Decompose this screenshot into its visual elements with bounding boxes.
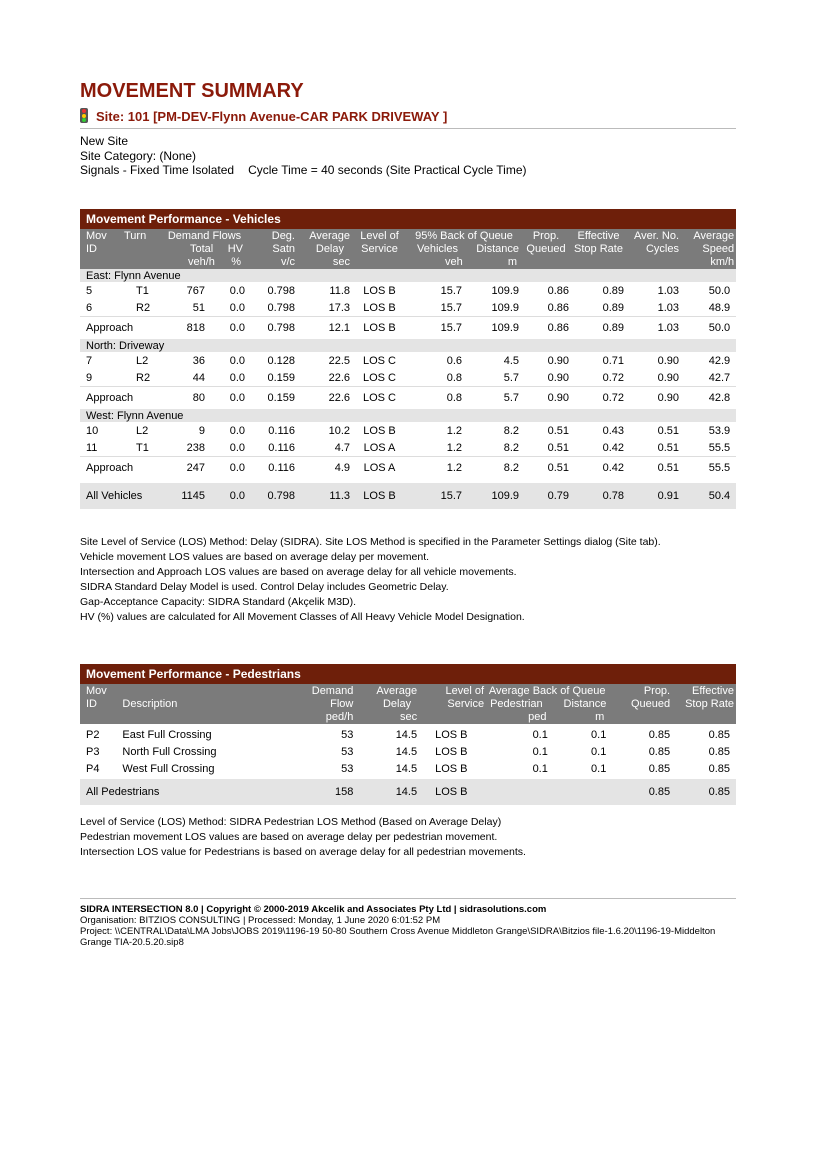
table-cell: LOS B [352, 483, 407, 509]
table-cell: LOS B [363, 424, 396, 437]
vehicles-table [80, 209, 736, 509]
note-line: HV (%) values are calculated for All Movement Classes of All Heavy Vehicle Model Designation. [80, 611, 525, 623]
pedestrians-table-header: Mov ID Description Demand Flow ped/h Average Delay sec Level of Service Average Back of Queue Pedestrian Distance ped m Prop. Queued Effective Stop Rate [80, 684, 736, 724]
table-cell: 0.798 [247, 483, 297, 509]
table-cell: 1145 [162, 483, 207, 509]
table-cell: 0.798 [267, 284, 295, 297]
approach-row [80, 317, 736, 340]
footer-project: Project: \\CENTRAL\Data\LMA Jobs\JOBS 2019\1196-19 50-80 Southern Cross Avenue Middleton Grange\SIDRA\Bitzios file-1.6.20\1196-19-Middelton Grange TIA-20.5.20.sip8 [80, 926, 716, 948]
table-row [80, 422, 736, 439]
table-cell: 0.91 [626, 483, 681, 509]
table-cell: 0.0 [229, 441, 245, 454]
table-cell: Approach [80, 457, 162, 480]
approach-row [80, 387, 736, 410]
site-info-line: New Site [80, 134, 129, 148]
table-cell: 44 [192, 371, 205, 384]
table-cell: 10.2 [328, 424, 350, 437]
all-pedestrians-row [80, 779, 736, 805]
table-cell: 0.6 [446, 354, 462, 367]
table-cell: 14.5 [395, 728, 418, 741]
table-cell: 0.42 [571, 457, 626, 480]
table-cell: 0.86 [521, 317, 571, 340]
table-cell: 55.5 [681, 457, 736, 480]
table-cell: 0.51 [657, 424, 679, 437]
table-cell: 0.79 [521, 483, 571, 509]
table-cell: LOS B [363, 284, 396, 297]
table-cell: 0.89 [571, 317, 626, 340]
pedestrians-table [80, 664, 736, 805]
table-cell: 0.90 [521, 387, 571, 410]
traffic-light-icon [80, 108, 88, 123]
table-cell: 0.51 [547, 424, 569, 437]
footer [80, 898, 736, 948]
table-cell: 0.0 [229, 371, 245, 384]
table-cell: 0.72 [602, 371, 624, 384]
table-cell: 247 [162, 457, 207, 480]
table-cell: 109.9 [491, 284, 519, 297]
table-cell: LOS A [363, 441, 396, 454]
footer-copyright: SIDRA INTERSECTION 8.0 | Copyright © 2000-2019 Akcelik and Associates Pty Ltd | sidrasolutions.com [80, 904, 547, 915]
site-title [80, 108, 736, 129]
table-cell: East Full Crossing [122, 728, 212, 741]
table-cell: 5.7 [464, 387, 521, 410]
table-cell: 15.7 [440, 301, 462, 314]
site-info-line: Site Category: (None) [80, 148, 197, 163]
table-cell: LOS B [363, 301, 396, 314]
table-cell: 14.5 [395, 762, 418, 775]
table-row [80, 743, 736, 760]
table-cell: L2 [136, 424, 149, 437]
table-cell: 0.0 [207, 457, 247, 480]
table-cell: 0.8 [407, 387, 464, 410]
table-cell: 9 [86, 371, 93, 384]
table-cell: 238 [186, 441, 205, 454]
table-cell: 14.5 [355, 779, 419, 805]
note-line: Level of Service (LOS) Method: SIDRA Pedestrian LOS Method (Based on Average Delay) [80, 816, 502, 828]
table-cell: 0.42 [602, 441, 624, 454]
table-cell: 4.9 [297, 457, 352, 480]
table-cell: 15.7 [407, 317, 464, 340]
table-row [80, 299, 736, 317]
table-cell: 48.9 [708, 301, 731, 314]
table-cell: 0.798 [247, 317, 297, 340]
table-cell: 0.0 [229, 301, 245, 314]
table-cell: 22.6 [328, 371, 350, 384]
table-cell: 4.5 [503, 354, 519, 367]
table-cell: 1.2 [446, 424, 462, 437]
table-cell: Approach [80, 317, 162, 340]
table-cell: 15.7 [440, 284, 462, 297]
table-cell: 53.9 [708, 424, 731, 437]
table-cell: 15.7 [407, 483, 464, 509]
table-cell: 0.0 [229, 284, 245, 297]
table-cell: All Vehicles [80, 483, 162, 509]
table-cell: 0.116 [268, 424, 295, 437]
table-row [80, 282, 736, 299]
footer-organisation: Organisation: BITZIOS CONSULTING | Processed: Monday, 1 June 2020 6:01:52 PM [80, 915, 441, 926]
table-cell: 0.86 [547, 284, 569, 297]
table-cell: 0.85 [708, 728, 730, 741]
table-cell: 0.89 [602, 284, 624, 297]
note-line: Vehicle movement LOS values are based on average delay per movement. [80, 551, 430, 563]
table-cell: 0.116 [268, 441, 295, 454]
table-cell: 9 [198, 424, 205, 437]
table-cell: 0.85 [708, 762, 730, 775]
table-cell: 50.0 [681, 317, 736, 340]
table-cell: 109.9 [491, 301, 519, 314]
table-cell: 1.03 [626, 317, 681, 340]
table-cell: LOS A [352, 457, 407, 480]
table-row [80, 352, 736, 369]
table-row [80, 439, 736, 457]
table-cell: T1 [136, 284, 149, 297]
table-cell: 5.7 [503, 371, 519, 384]
table-cell: 11.8 [329, 284, 350, 297]
pedestrians-table-title: Movement Performance - Pedestrians [80, 664, 736, 684]
table-cell: 0.1 [532, 728, 548, 741]
table-cell [486, 779, 550, 805]
table-cell: 0.0 [207, 317, 247, 340]
section-name: West: Flynn Avenue [80, 409, 736, 422]
table-cell: 80 [162, 387, 207, 410]
table-cell: 0.90 [547, 354, 569, 367]
table-cell: 7 [86, 354, 93, 367]
table-cell: 53 [341, 762, 354, 775]
table-cell: LOS B [435, 745, 468, 758]
table-cell: 0.89 [602, 301, 624, 314]
table-cell: 0.90 [547, 371, 569, 384]
table-cell: 109.9 [464, 483, 521, 509]
note-line: Pedestrian movement LOS values are based on average delay per pedestrian movement. [80, 831, 498, 843]
table-cell: 1.2 [407, 457, 464, 480]
section-row [80, 409, 736, 422]
table-cell: 11 [86, 441, 98, 454]
approach-row [80, 457, 736, 480]
table-cell: 1.03 [657, 284, 679, 297]
table-cell: 0.159 [247, 387, 297, 410]
table-cell: 0.86 [547, 301, 569, 314]
section-name: East: Flynn Avenue [80, 269, 736, 282]
table-cell: Approach [80, 387, 162, 410]
table-cell: 0.798 [267, 301, 295, 314]
table-cell: 0.8 [446, 371, 462, 384]
note-line: Gap-Acceptance Capacity: SIDRA Standard (Akçelik M3D). [80, 596, 357, 608]
table-cell: 0.116 [247, 457, 297, 480]
table-cell: 0.1 [532, 762, 548, 775]
table-cell: 0.85 [608, 779, 672, 805]
table-cell: 17.3 [328, 301, 350, 314]
table-row [80, 369, 736, 387]
table-cell: LOS C [362, 354, 396, 367]
table-cell: LOS B [435, 728, 468, 741]
table-cell: 0.51 [521, 457, 571, 480]
table-cell: 42.7 [708, 371, 731, 384]
table-cell: 53 [341, 745, 354, 758]
table-cell: LOS B [419, 779, 486, 805]
table-cell: P2 [86, 728, 100, 741]
table-cell: 0.1 [591, 728, 607, 741]
table-cell: R2 [136, 301, 151, 314]
table-cell: 42.8 [681, 387, 736, 410]
table-cell: 0.0 [229, 354, 245, 367]
table-cell: 55.5 [708, 441, 731, 454]
table-cell: 0.85 [648, 745, 671, 758]
table-cell: 12.1 [297, 317, 352, 340]
table-cell: 0.78 [571, 483, 626, 509]
table-cell: 36 [192, 354, 205, 367]
table-cell: 0.1 [532, 745, 548, 758]
table-cell: 0.0 [229, 424, 245, 437]
table-cell: 4.7 [334, 441, 350, 454]
table-cell: 22.5 [328, 354, 350, 367]
table-row [80, 760, 736, 777]
table-cell: 50.0 [708, 284, 731, 297]
table-cell: 0.90 [657, 371, 679, 384]
table-cell: 0.72 [571, 387, 626, 410]
table-cell: 53 [341, 728, 354, 741]
table-cell: 109.9 [464, 317, 521, 340]
table-cell: LOS B [435, 762, 468, 775]
table-cell: 0.90 [657, 354, 679, 367]
table-cell: LOS C [362, 371, 396, 384]
table-cell: 158 [264, 779, 355, 805]
table-cell: LOS C [352, 387, 407, 410]
table-cell: LOS B [352, 317, 407, 340]
table-cell: 0.85 [648, 728, 671, 741]
table-cell: P3 [86, 745, 100, 758]
table-cell: 8.2 [503, 424, 519, 437]
vehicle-notes [80, 535, 661, 625]
table-row [80, 726, 736, 743]
site-title-text: Site: 101 [PM-DEV-Flynn Avenue-CAR PARK DRIVEWAY ] [96, 109, 448, 124]
note-line: SIDRA Standard Delay Model is used. Control Delay includes Geometric Delay. [80, 581, 449, 593]
table-cell: 10 [86, 424, 99, 437]
site-info-line: Signals - Fixed Time Isolated Cycle Time = 40 seconds (Site Practical Cycle Time) [80, 163, 527, 177]
note-line: Intersection and Approach LOS values are based on average delay for all vehicle movements. [80, 566, 517, 578]
table-cell: 0.1 [591, 745, 607, 758]
table-cell: 0.0 [207, 483, 247, 509]
pedestrian-notes [80, 815, 526, 860]
table-cell: 0.0 [207, 387, 247, 410]
table-cell: 0.85 [708, 745, 730, 758]
table-cell: 42.9 [708, 354, 731, 367]
table-cell: 0.1 [591, 762, 607, 775]
note-line: Site Level of Service (LOS) Method: Delay (SIDRA). Site LOS Method is specified in the Parameter Settings dialog (Site tab). [80, 536, 661, 548]
table-cell: 11.3 [297, 483, 352, 509]
table-cell: L2 [136, 354, 149, 367]
table-cell: 0.85 [672, 779, 736, 805]
table-cell: 0.71 [602, 354, 624, 367]
section-row [80, 339, 736, 352]
table-cell: 6 [86, 301, 93, 314]
table-cell: 0.128 [267, 354, 295, 367]
table-cell: 50.4 [681, 483, 736, 509]
table-cell: 767 [186, 284, 205, 297]
table-cell: 0.90 [626, 387, 681, 410]
table-cell: T1 [136, 441, 149, 454]
table-cell: 1.2 [446, 441, 462, 454]
table-cell: 8.2 [503, 441, 519, 454]
table-cell: 0.51 [547, 441, 569, 454]
table-cell: West Full Crossing [122, 762, 215, 775]
page-title: MOVEMENT SUMMARY [80, 80, 304, 102]
table-cell: 1.03 [657, 301, 679, 314]
section-name: North: Driveway [80, 339, 736, 352]
table-cell: R2 [136, 371, 151, 384]
table-cell: 14.5 [395, 745, 418, 758]
section-row [80, 269, 736, 282]
all-vehicles-row [80, 483, 736, 509]
table-cell: 0.85 [648, 762, 671, 775]
table-cell: 22.6 [297, 387, 352, 410]
table-cell: 818 [162, 317, 207, 340]
table-cell: 0.43 [602, 424, 624, 437]
table-cell: P4 [86, 762, 100, 775]
table-cell: 8.2 [464, 457, 521, 480]
table-cell: 0.159 [267, 371, 295, 384]
vehicles-table-title: Movement Performance - Vehicles [80, 209, 736, 229]
table-cell: 51 [192, 301, 205, 314]
table-cell: 0.51 [657, 441, 679, 454]
site-info [80, 134, 527, 178]
note-line: Intersection LOS value for Pedestrians is based on average delay for all pedestrian movements. [80, 846, 526, 858]
table-cell: 5 [86, 284, 93, 297]
vehicles-table-header: Mov ID Turn Demand Flows Total HV veh/h % Deg. Satn v/c Average Delay sec Level of Service 95% Back of Queue Vehicles Distance veh m Prop. Queued Effective Stop Rate Aver. No. Cycles Average Speed km/h [80, 229, 736, 269]
table-cell: North Full Crossing [122, 745, 217, 758]
table-cell [550, 779, 608, 805]
table-cell: All Pedestrians [80, 779, 264, 805]
table-cell: 0.51 [626, 457, 681, 480]
